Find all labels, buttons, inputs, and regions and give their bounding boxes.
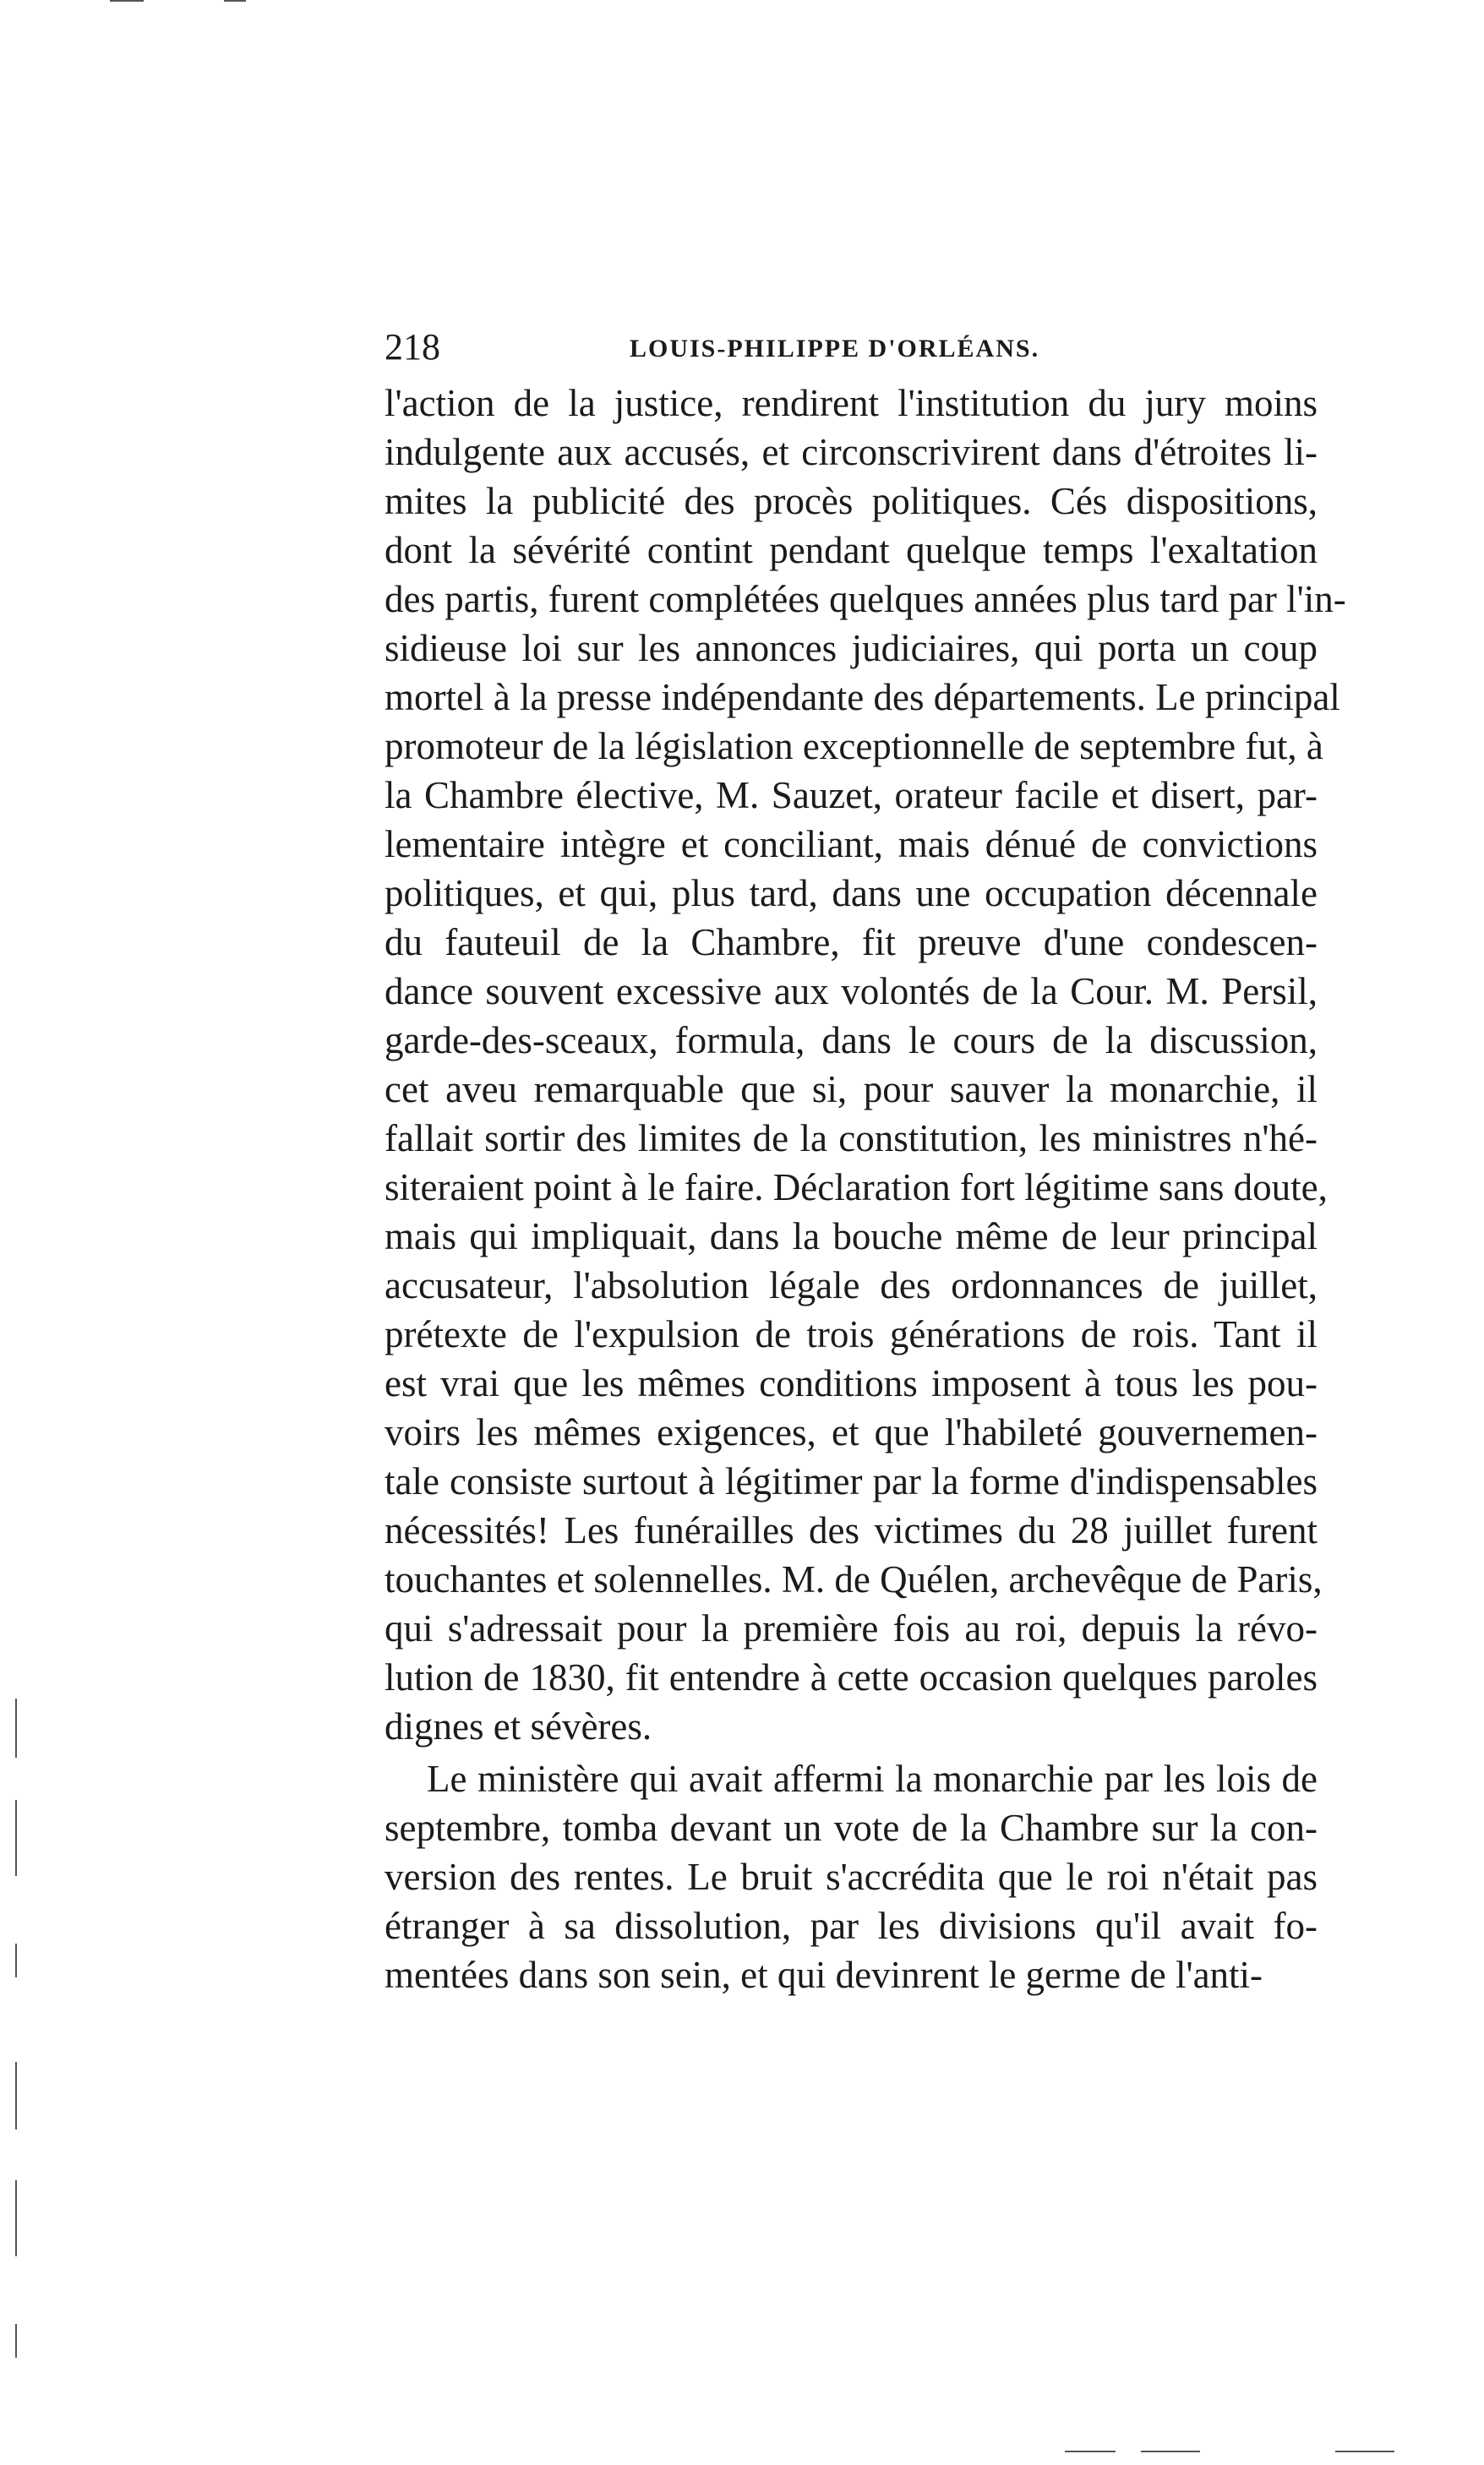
body-text <box>385 379 1346 1999</box>
scan-margin-mark <box>1141 2451 1200 2452</box>
text-line: sidieuse loi sur les annonces judiciaires, qui porta un coup <box>385 627 1318 669</box>
text-line: version des rentes. Le bruit s'accrédita que le roi n'était pas <box>385 1856 1318 1898</box>
text-line: garde-des-sceaux, formula, dans le cours de la discussion, <box>385 1019 1318 1061</box>
paragraph <box>385 379 1346 1751</box>
text-line: mentées dans son sein, et qui devinrent le germe de l'anti- <box>385 1954 1263 1996</box>
text-line: cet aveu remarquable que si, pour sauver la monarchie, il <box>385 1068 1318 1110</box>
paragraph <box>385 1754 1318 1999</box>
text-line: accusateur, l'absolution légale des ordonnances de juillet, <box>385 1264 1318 1306</box>
scan-margin-mark <box>15 1699 17 1758</box>
text-line: qui s'adressait pour la première fois au roi, depuis la révo- <box>385 1607 1318 1650</box>
text-line: mortel à la presse indépendante des départements. Le principal <box>385 676 1340 718</box>
text-line: dance souvent excessive aux volontés de la Cour. M. Persil, <box>385 970 1318 1012</box>
scan-margin-mark <box>15 2180 17 2256</box>
page-header <box>385 325 1120 369</box>
scan-margin-mark <box>15 2324 17 2358</box>
scan-margin-mark <box>224 0 246 2</box>
scan-margin-mark <box>15 1944 17 1977</box>
text-line: mais qui impliquait, dans la bouche même de leur principal <box>385 1215 1318 1257</box>
text-line: fallait sortir des limites de la constitution, les ministres n'hé- <box>385 1117 1318 1159</box>
text-line: dignes et sévères. <box>385 1705 652 1748</box>
text-line: Le ministère qui avait affermi la monarchie par les lois de <box>427 1758 1318 1800</box>
text-line: est vrai que les mêmes conditions imposent à tous les pou- <box>385 1362 1318 1404</box>
scan-margin-mark <box>1065 2451 1116 2452</box>
text-line: nécessités! Les funérailles des victimes du 28 juillet furent <box>385 1509 1318 1552</box>
text-line: lementaire intègre et conciliant, mais dénué de convictions <box>385 823 1318 865</box>
text-line: touchantes et solennelles. M. de Quélen, archevêque de Paris, <box>385 1558 1323 1601</box>
text-line: lution de 1830, fit entendre à cette occasion quelques paroles <box>385 1656 1318 1699</box>
text-line: promoteur de la législation exceptionnelle de septembre fut, à <box>385 725 1323 767</box>
text-line: du fauteuil de la Chambre, fit preuve d'une condescen- <box>385 921 1318 963</box>
text-line: étranger à sa dissolution, par les divisions qu'il avait fo- <box>385 1905 1318 1947</box>
text-line: mites la publicité des procès politiques. Cés dispositions, <box>385 480 1318 522</box>
text-line: prétexte de l'expulsion de trois générations de rois. Tant il <box>385 1313 1318 1355</box>
scan-margin-mark <box>1335 2451 1394 2452</box>
running-title: LOUIS-PHILIPPE D'ORLÉANS. <box>630 335 1040 363</box>
text-line: siteraient point à le faire. Déclaration fort légitime sans doute, <box>385 1166 1328 1208</box>
text-line: des partis, furent complétées quelques années plus tard par l'in- <box>385 578 1346 620</box>
scan-margin-mark <box>15 1800 17 1876</box>
text-line: l'action de la justice, rendirent l'institution du jury moins <box>385 382 1318 424</box>
text-line: septembre, tomba devant un vote de la Chambre sur la con- <box>385 1807 1318 1849</box>
text-line: dont la sévérité contint pendant quelque temps l'exaltation <box>385 529 1318 571</box>
page-number: 218 <box>385 326 440 368</box>
scan-margin-mark <box>110 0 144 2</box>
text-line: politiques, et qui, plus tard, dans une occupation décennale <box>385 872 1318 914</box>
text-line: tale consiste surtout à légitimer par la forme d'indispensables <box>385 1460 1318 1502</box>
text-line: la Chambre élective, M. Sauzet, orateur facile et disert, par- <box>385 774 1318 816</box>
scan-margin-mark <box>15 2062 17 2130</box>
text-line: voirs les mêmes exigences, et que l'habileté gouvernemen- <box>385 1411 1318 1453</box>
text-line: indulgente aux accusés, et circonscrivirent dans d'étroites li- <box>385 431 1318 473</box>
